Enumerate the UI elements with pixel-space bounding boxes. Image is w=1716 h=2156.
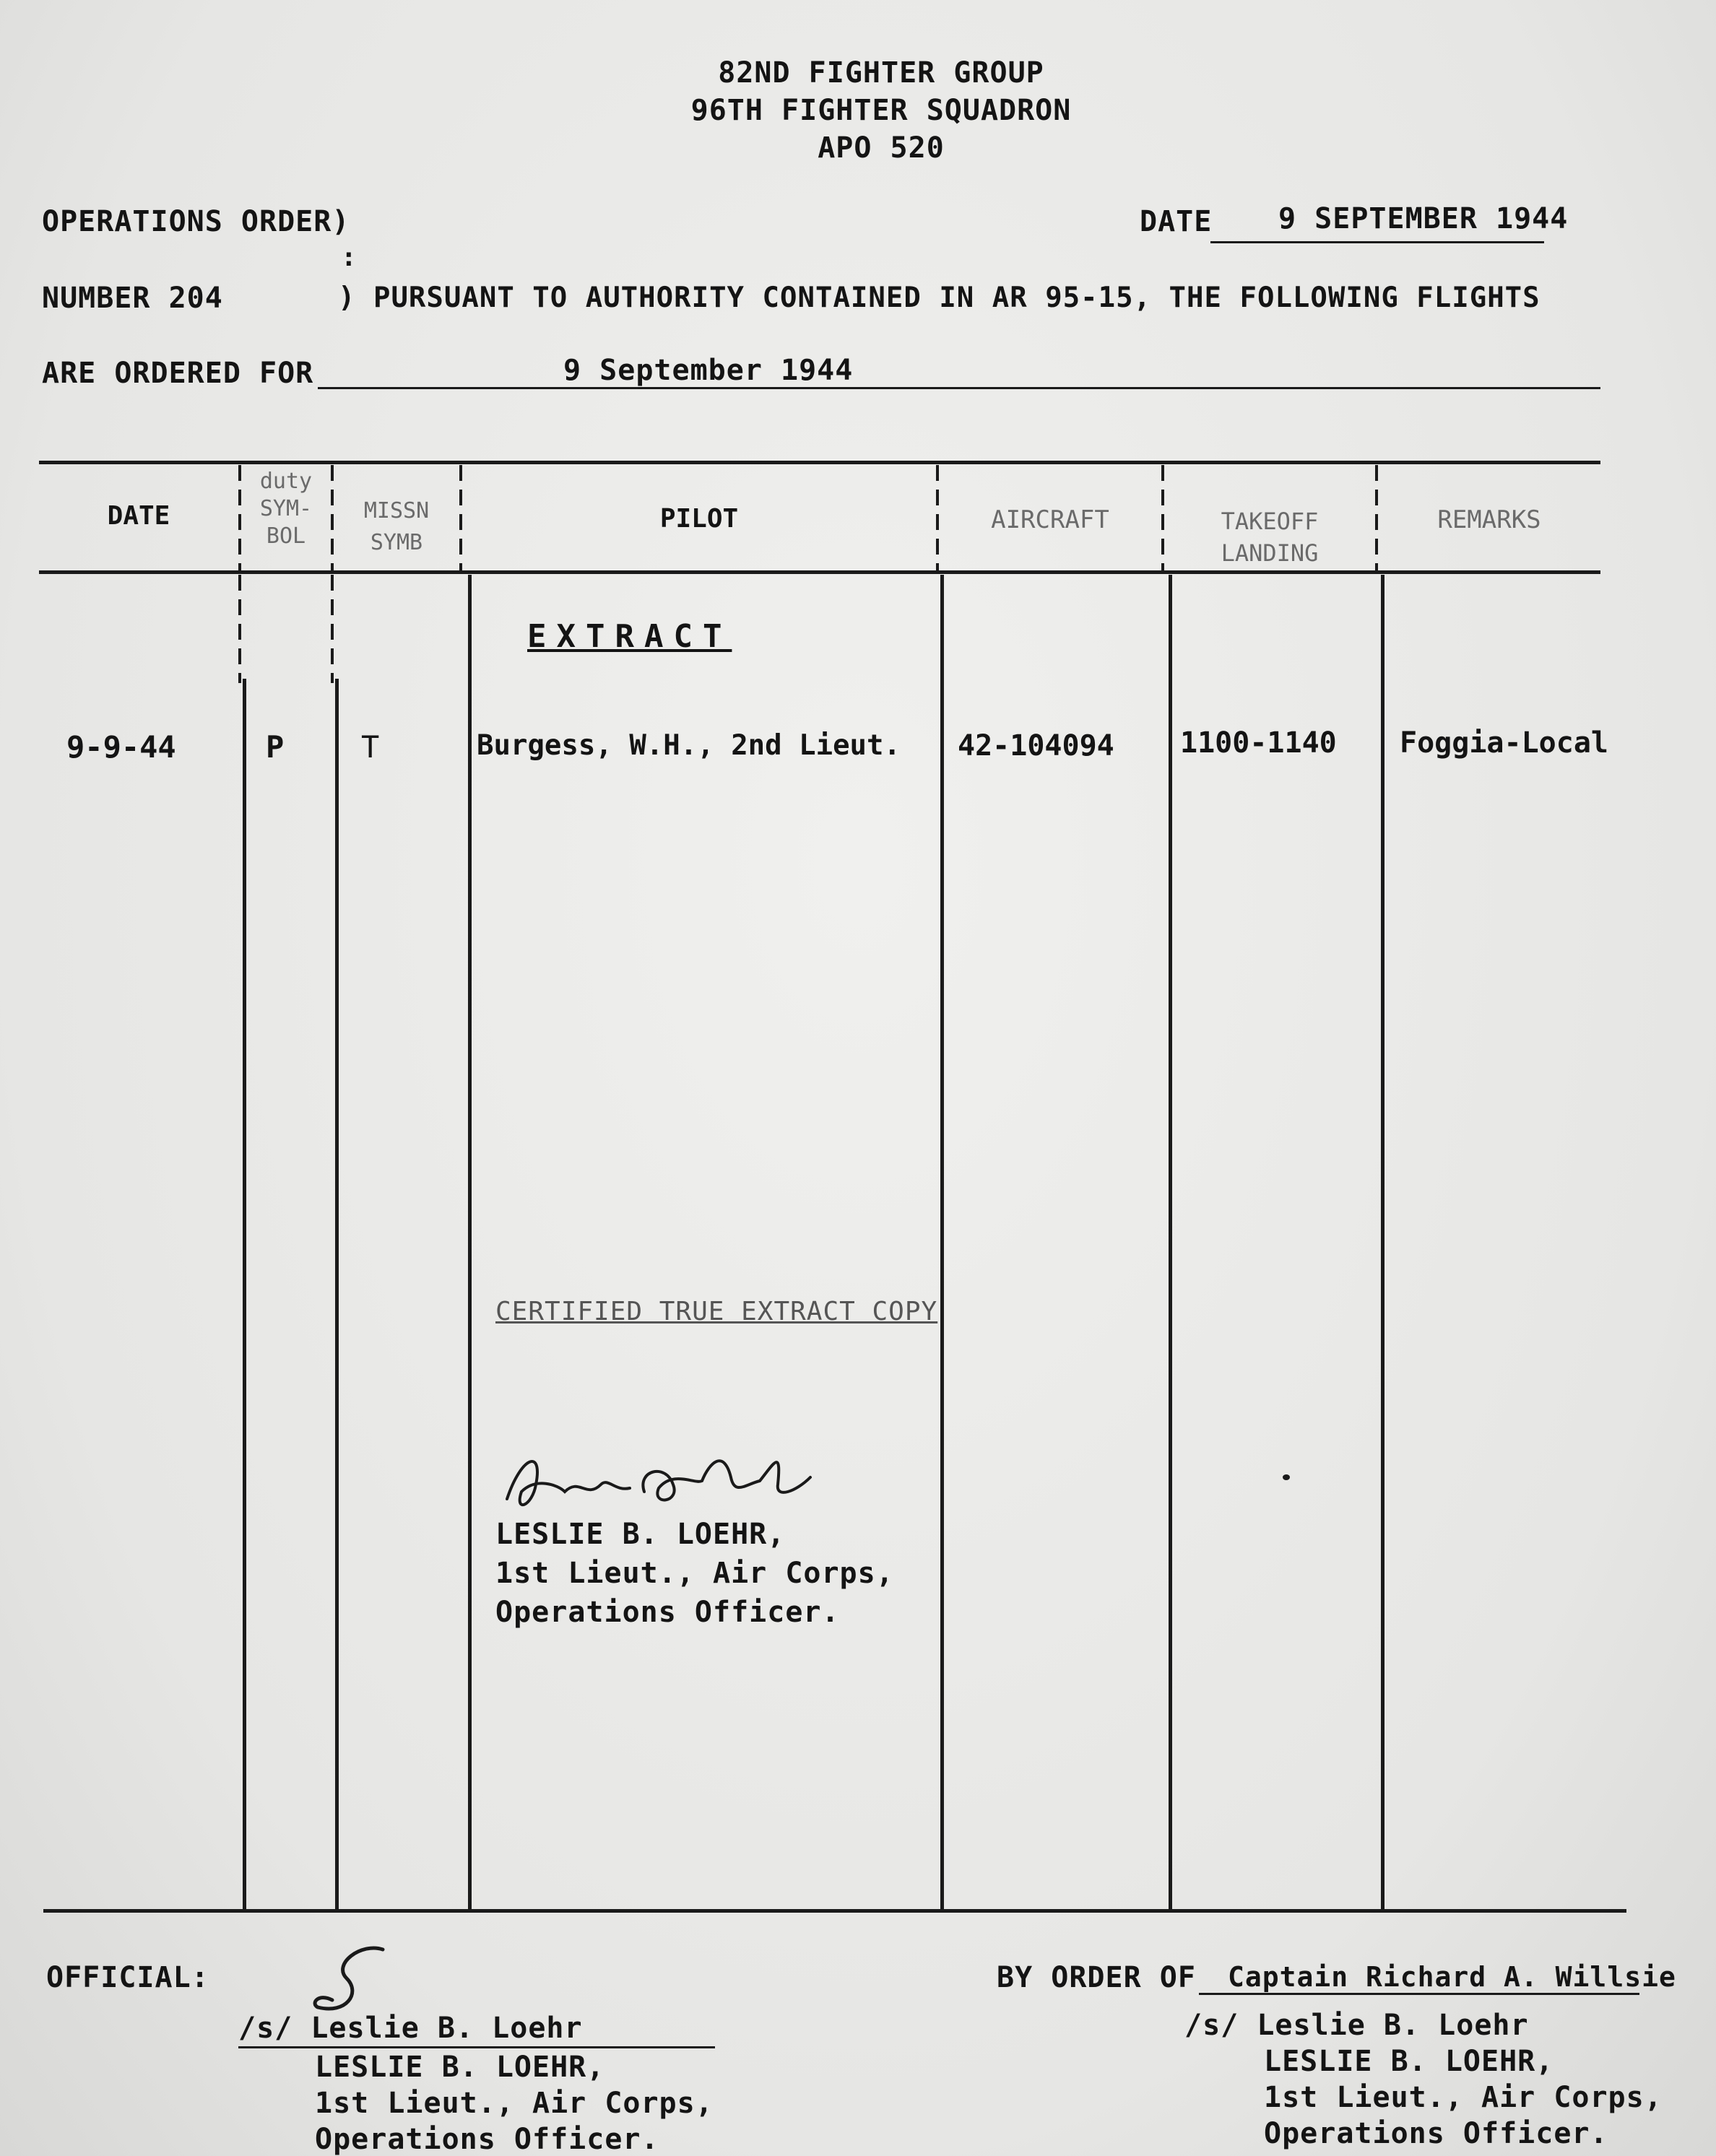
row-remarks: Foggia-Local: [1400, 726, 1608, 760]
col-line: [1381, 575, 1384, 1909]
col-header-aircraft: AIRCRAFT: [991, 505, 1109, 534]
left-title: Operations Officer.: [315, 2123, 659, 2156]
right-signed-line: /s/ Leslie B. Loehr: [1184, 2009, 1529, 2042]
by-order-label: BY ORDER OF: [997, 1961, 1196, 1994]
apo-heading: APO 520: [818, 131, 945, 165]
date-label: DATE: [1140, 205, 1213, 238]
col-line: [335, 679, 339, 1909]
row-duty: P: [266, 729, 285, 765]
left-rank: 1st Lieut., Air Corps,: [315, 2087, 714, 2120]
left-signed-line: /s/ Leslie B. Loehr: [238, 2012, 583, 2045]
col-line: [468, 575, 472, 1909]
col-sep: [331, 575, 334, 683]
ordered-for-value: 9 September 1944: [563, 354, 854, 387]
operations-order-label: OPERATIONS ORDER): [42, 205, 350, 238]
row-takeoff-landing: 1100-1140: [1180, 726, 1337, 760]
col-header-pilot: PILOT: [659, 504, 739, 534]
order-number: NUMBER 204: [42, 282, 223, 315]
by-order-value: Captain Richard A. Willsie: [1228, 1961, 1676, 1993]
ordered-for-label: ARE ORDERED FOR: [42, 357, 314, 390]
ink-dot: [1283, 1474, 1290, 1480]
row-date: 9-9-44: [66, 729, 176, 765]
pursuant-text: ) PURSUANT TO AUTHORITY CONTAINED IN AR 95-15, THE FOLLOWING FLIGHTS: [338, 282, 1540, 314]
table-bottom-rule: [43, 1909, 1626, 1913]
row-mission: T: [361, 729, 380, 765]
left-signature-rule: [238, 2046, 715, 2048]
ordered-for-underline: [318, 387, 1600, 389]
col-header-remarks: REMARKS: [1437, 505, 1541, 534]
row-pilot: Burgess, W.H., 2nd Lieut.: [477, 729, 901, 762]
table-top-rule: [39, 461, 1600, 464]
col-sep: [238, 575, 241, 683]
col-line: [940, 575, 944, 1909]
left-name: LESLIE B. LOEHR,: [315, 2051, 605, 2084]
official-label: OFFICIAL:: [46, 1961, 209, 1994]
col-line: [1169, 575, 1172, 1909]
right-title: Operations Officer.: [1264, 2117, 1608, 2150]
table-header-rule: [39, 570, 1600, 574]
col-header-mission: MISSN SYMB: [363, 498, 430, 555]
cert-signer-rank: 1st Lieut., Air Corps,: [495, 1557, 894, 1590]
col-header-takeoff-landing: TAKEOFF LANDING: [1221, 508, 1319, 567]
col-header-duty: duty SYM- BOL: [259, 469, 313, 549]
cert-signer-name: LESLIE B. LOEHR,: [495, 1518, 786, 1551]
date-underline: [1210, 241, 1544, 243]
group-heading: 82ND FIGHTER GROUP: [718, 56, 1044, 90]
cert-signer-title: Operations Officer.: [495, 1596, 840, 1629]
colon-mark: :: [341, 243, 358, 272]
right-name: LESLIE B. LOEHR,: [1264, 2045, 1554, 2078]
right-rank: 1st Lieut., Air Corps,: [1264, 2081, 1663, 2114]
certified-copy-label: CERTIFIED TRUE EXTRACT COPY: [495, 1297, 938, 1326]
col-line: [243, 679, 246, 1909]
squadron-heading: 96TH FIGHTER SQUADRON: [690, 94, 1072, 127]
row-aircraft: 42-104094: [958, 729, 1114, 762]
by-order-underline: [1199, 1993, 1639, 1995]
extract-label: EXTRACT: [527, 618, 732, 655]
col-header-date: DATE: [107, 501, 170, 531]
date-value: 9 SEPTEMBER 1944: [1278, 202, 1569, 235]
handwritten-signature: [493, 1441, 839, 1528]
